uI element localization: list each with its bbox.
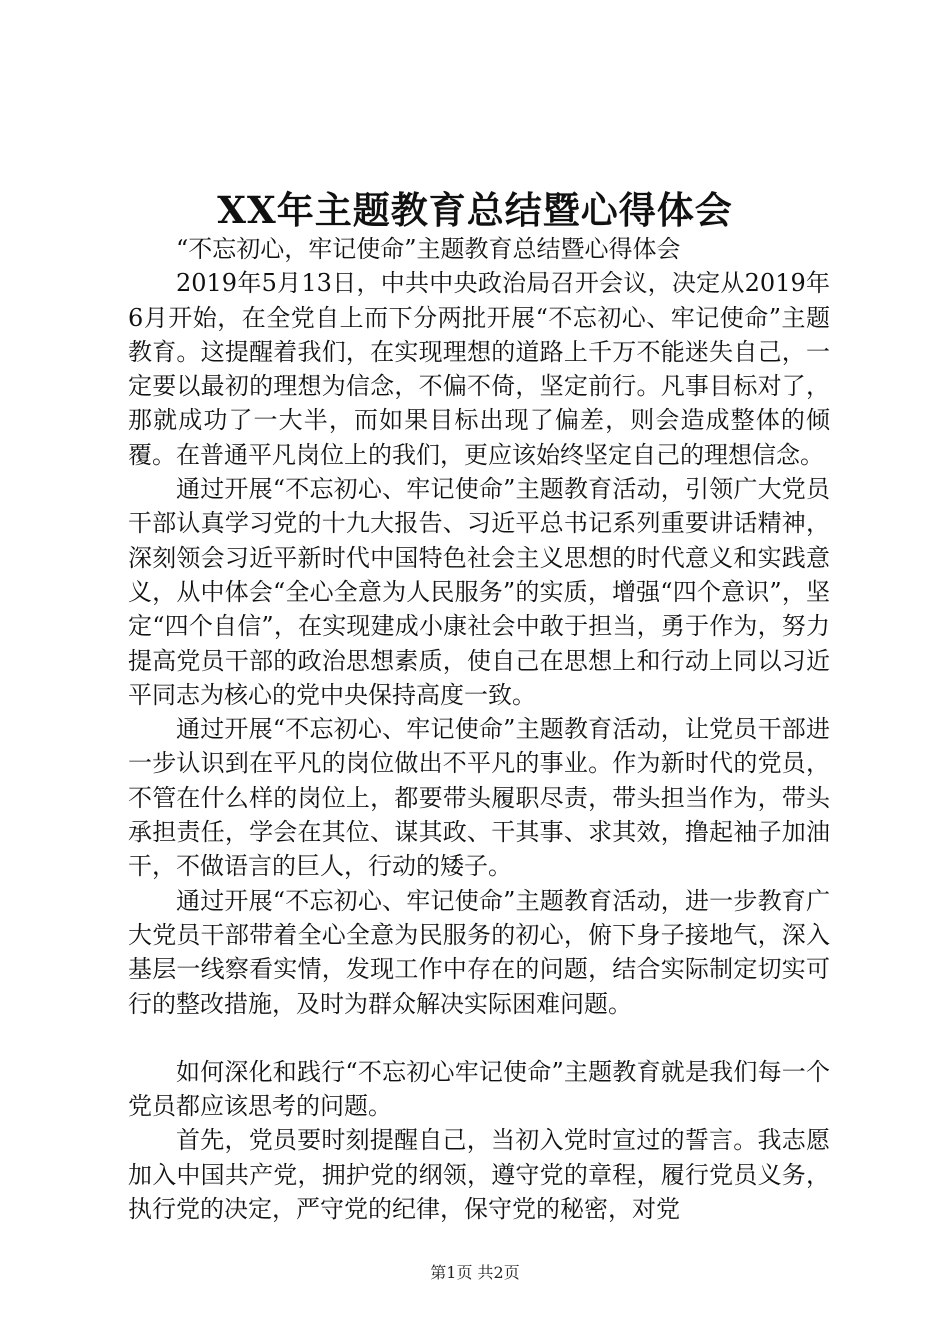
page-footer: 第1页 共2页 [430, 1263, 520, 1282]
paragraph-6: 首先，党员要时刻提醒自己，当初入党时宣过的誓言。我志愿加入中国共产党，拥护党的纲领，遵守党的章程，履行党员义务，执行党的决定，严守党的纪律，保守党的秘密，对党 [128, 1126, 830, 1224]
document-subtitle: “不忘初心，牢记使命”主题教育总结暨心得体会 [176, 235, 681, 263]
paragraph-2: 通过开展“不忘初心、牢记使命”主题教育活动，引领广大党员干部认真学习党的十九大报告、习近平总书记系列重要讲话精神，深刻领会习近平新时代中国特色社会主义思想的时代意义和实践意义，从中体会“全心全意为人民服务”的实质，增强“四个意识”，坚定“四个自信”，在实现建成小康社会中敢于担当，勇于作为，努力提高党员干部的政治思想素质，使自己在思想上和行动上同以习近平同志为核心的党中央保持高度一致。 [128, 475, 830, 709]
paragraph-4: 通过开展“不忘初心、牢记使命”主题教育活动，进一步教育广大党员干部带着全心全意为民服务的初心，俯下身子接地气，深入基层一线察看实情，发现工作中存在的问题，结合实际制定切实可行的整改措施，及时为群众解决实际困难问题。 [128, 886, 830, 1018]
paragraph-5: 如何深化和践行“不忘初心牢记使命”主题教育就是我们每一个党员都应该思考的问题。 [128, 1057, 830, 1121]
paragraph-spacer [128, 1021, 830, 1055]
paragraph-3: 通过开展“不忘初心、牢记使命”主题教育活动，让党员干部进一步认识到在平凡的岗位做出不平凡的事业。作为新时代的党员，不管在什么样的岗位上，都要带头履职尽责，带头担当作为，带头承担责任，学会在其位、谋其政、干其事、求其效，撸起袖子加油干，不做语言的巨人，行动的矮子。 [128, 715, 830, 881]
document-body [128, 232, 830, 1226]
paragraph-1: 2019年5月13日，中共中央政治局召开会议，决定从2019年6月开始，在全党自上而下分两批开展“不忘初心、牢记使命”主题教育。这提醒着我们，在实现理想的道路上千万不能迷失自己，一定要以最初的理想为信念，不偏不倚，坚定前行。凡事目标对了，那就成功了一大半，而如果目标出现了偏差，则会造成整体的倾覆。在普通平凡岗位上的我们，更应该始终坚定自己的理想信念。 [128, 269, 830, 469]
document-title: XX年主题教育总结暨心得体会 [217, 188, 733, 232]
